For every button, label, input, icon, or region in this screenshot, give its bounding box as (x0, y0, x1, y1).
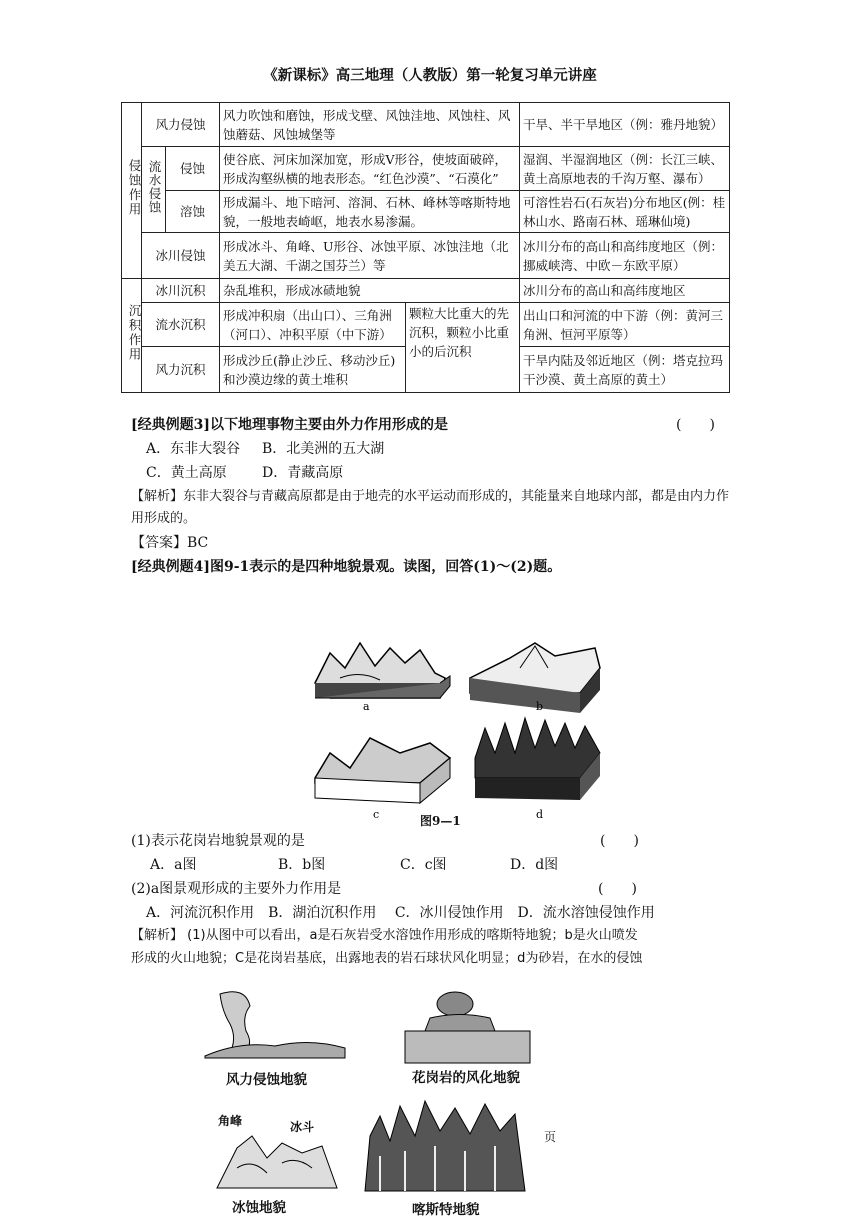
ex4-q1: (1)表示花岗岩地貌景观的是 (131, 833, 305, 849)
fig-label-c: c (373, 808, 380, 821)
landform-d-illustration (475, 718, 600, 800)
landform-table (121, 102, 730, 393)
dissolution-region: 可溶性岩石(石灰岩)分布地区(例：桂林山水、路南石林、瑶琳仙境) (520, 191, 730, 233)
ex3-paren: ( ) (676, 417, 715, 433)
ex3-option-a: A．东非大裂谷 (146, 441, 241, 457)
glacier-deposit-desc: 杂乱堆积，形成冰碛地貌 (220, 279, 520, 303)
wind-deposit-desc: 形成沙丘(静止沙丘、移动沙丘)和沙漠边缘的黄土堆积 (220, 347, 406, 393)
water-erosion-name: 侵蚀 (166, 147, 220, 191)
ex4-q2: (2)a图景观形成的主要外力作用是 (131, 881, 342, 897)
landform-b-illustration (470, 643, 600, 713)
dissolution-desc: 形成漏斗、地下暗河、溶洞、石林、峰林等喀斯特地貌，一般地表崎岖，地表水易渗漏。 (220, 191, 520, 233)
wind-deposit-region: 干旱内陆及邻近地区（例：塔克拉玛干沙漠、黄土高原的黄土） (520, 347, 730, 393)
wind-erosion-desc: 风力吹蚀和磨蚀，形成戈壁、风蚀洼地、风蚀柱、风蚀蘑菇、风蚀城堡等 (220, 103, 520, 147)
glacier-erosion-region: 冰川分布的高山和高纬度地区（例：挪威峡湾、中欧－东欧平原） (520, 233, 730, 279)
fig-label-a: a (363, 700, 370, 713)
figure-9-1 (310, 628, 610, 823)
table-row (122, 103, 730, 147)
ex3-analysis: 【解析】东非大裂谷与青藏高原都是由于地壳的水平运动而形成的，其能量来自地球内部，都是由内力作用形成的。 (131, 489, 730, 526)
ex3-option-b: B．北美洲的五大湖 (262, 441, 385, 457)
water-deposit-name: 流水沉积 (142, 303, 220, 347)
dissolution-name: 溶蚀 (166, 191, 220, 233)
water-deposit-desc: 形成冲积扇（出山口）、三角洲（河口）、冲积平原（中下游） (220, 303, 406, 347)
glacier-erosion-illustration (212, 1128, 342, 1194)
ex4-q1-option-a: A．a图 (150, 857, 197, 873)
landform-c-illustration (315, 738, 450, 803)
ex3-title: [经典例题3]以下地理事物主要由外力作用形成的是 (131, 417, 448, 433)
table-row (122, 191, 730, 233)
table-row (122, 233, 730, 279)
glacier-erosion-desc: 形成冰斗、角峰、U形谷、冰蚀平原、冰蚀洼地（北美五大湖、千湖之国芬兰）等 (220, 233, 520, 279)
cirque-label: 冰斗 (290, 1120, 315, 1134)
erosion-group-cell: 侵蚀作用 (122, 103, 142, 279)
ex4-analysis-line1: 【解析】 (1)从图中可以看出，a是石灰岩受水溶蚀作用形成的喀斯特地貌；b是火山喷发 (131, 928, 638, 943)
glacier-erosion-name: 冰川侵蚀 (142, 233, 220, 279)
wind-erosion-region: 干旱、半干旱地区（例：雅丹地貌） (520, 103, 730, 147)
table-row (122, 147, 730, 191)
table-row (122, 303, 730, 347)
page-number-word: 页 (544, 1130, 557, 1144)
ex3-option-c: C．黄土高原 (146, 465, 227, 481)
ex4-q1-option-c: C．c图 (400, 857, 447, 873)
water-deposit-region: 出山口和河流的中下游（例：黄河三角洲、恒河平原等） (520, 303, 730, 347)
fig-label-b: b (536, 700, 544, 713)
figure-caption: 图9—1 (420, 814, 461, 828)
wind-erosion-name: 风力侵蚀 (142, 103, 220, 147)
ex3-option-d: D．青藏高原 (262, 465, 344, 481)
landform-a-illustration (315, 643, 450, 698)
table-row (122, 279, 730, 303)
ex4-q2-options: A．河流沉积作用 B．湖泊沉积作用 C．冰川侵蚀作用 D．流水溶蚀侵蚀作用 (146, 905, 655, 921)
horn-peak-label: 角峰 (218, 1114, 243, 1128)
fig-label-d: d (536, 808, 544, 821)
ex4-q1-option-d: D．d图 (510, 857, 559, 873)
water-erosion-desc: 使谷底、河床加深加宽，形成V形谷，使坡面破碎，形成沟壑纵横的地表形态。“红色沙漠”、“石漠化” (220, 147, 520, 191)
sediment-group-cell: 沉积作用 (122, 279, 142, 393)
karst-illustration (360, 1096, 530, 1196)
ex4-q2-paren: ( ) (598, 881, 637, 897)
ex4-title: [经典例题4]图9-1表示的是四种地貌景观。读图，回答(1)～(2)题。 (131, 559, 562, 575)
wind-erosion-caption: 风力侵蚀地貌 (226, 1072, 307, 1088)
granite-weathering-illustration (400, 986, 535, 1066)
wind-erosion-illustration (200, 986, 350, 1066)
granite-weathering-caption: 花岗岩的风化地貌 (412, 1070, 520, 1086)
glacier-erosion-caption: 冰蚀地貌 (232, 1200, 286, 1216)
glacier-deposit-region: 冰川分布的高山和高纬度地区 (520, 279, 730, 303)
wind-deposit-name: 风力沉积 (142, 347, 220, 393)
deposit-order-cell: 颗粒大比重大的先沉积，颗粒小比重小的后沉积 (406, 303, 520, 393)
water-erosion-region: 湿润、半湿润地区（例：长江三峡、黄土高原地表的千沟万壑、瀑布） (520, 147, 730, 191)
ex3-answer: 【答案】BC (131, 535, 209, 551)
ex4-analysis-line2: 形成的火山地貌；C是花岗岩基底，出露地表的岩石球状风化明显；d为砂岩，在水的侵蚀 (131, 951, 643, 966)
glacier-deposit-name: 冰川沉积 (142, 279, 220, 303)
karst-caption: 喀斯特地貌 (412, 1202, 480, 1218)
ex4-q1-paren: ( ) (600, 833, 639, 849)
flow-group-cell: 流水侵蚀 (142, 147, 166, 233)
page-header: 《新课标》高三地理（人教版）第一轮复习单元讲座 (263, 67, 597, 84)
ex4-q1-option-b: B．b图 (278, 857, 326, 873)
